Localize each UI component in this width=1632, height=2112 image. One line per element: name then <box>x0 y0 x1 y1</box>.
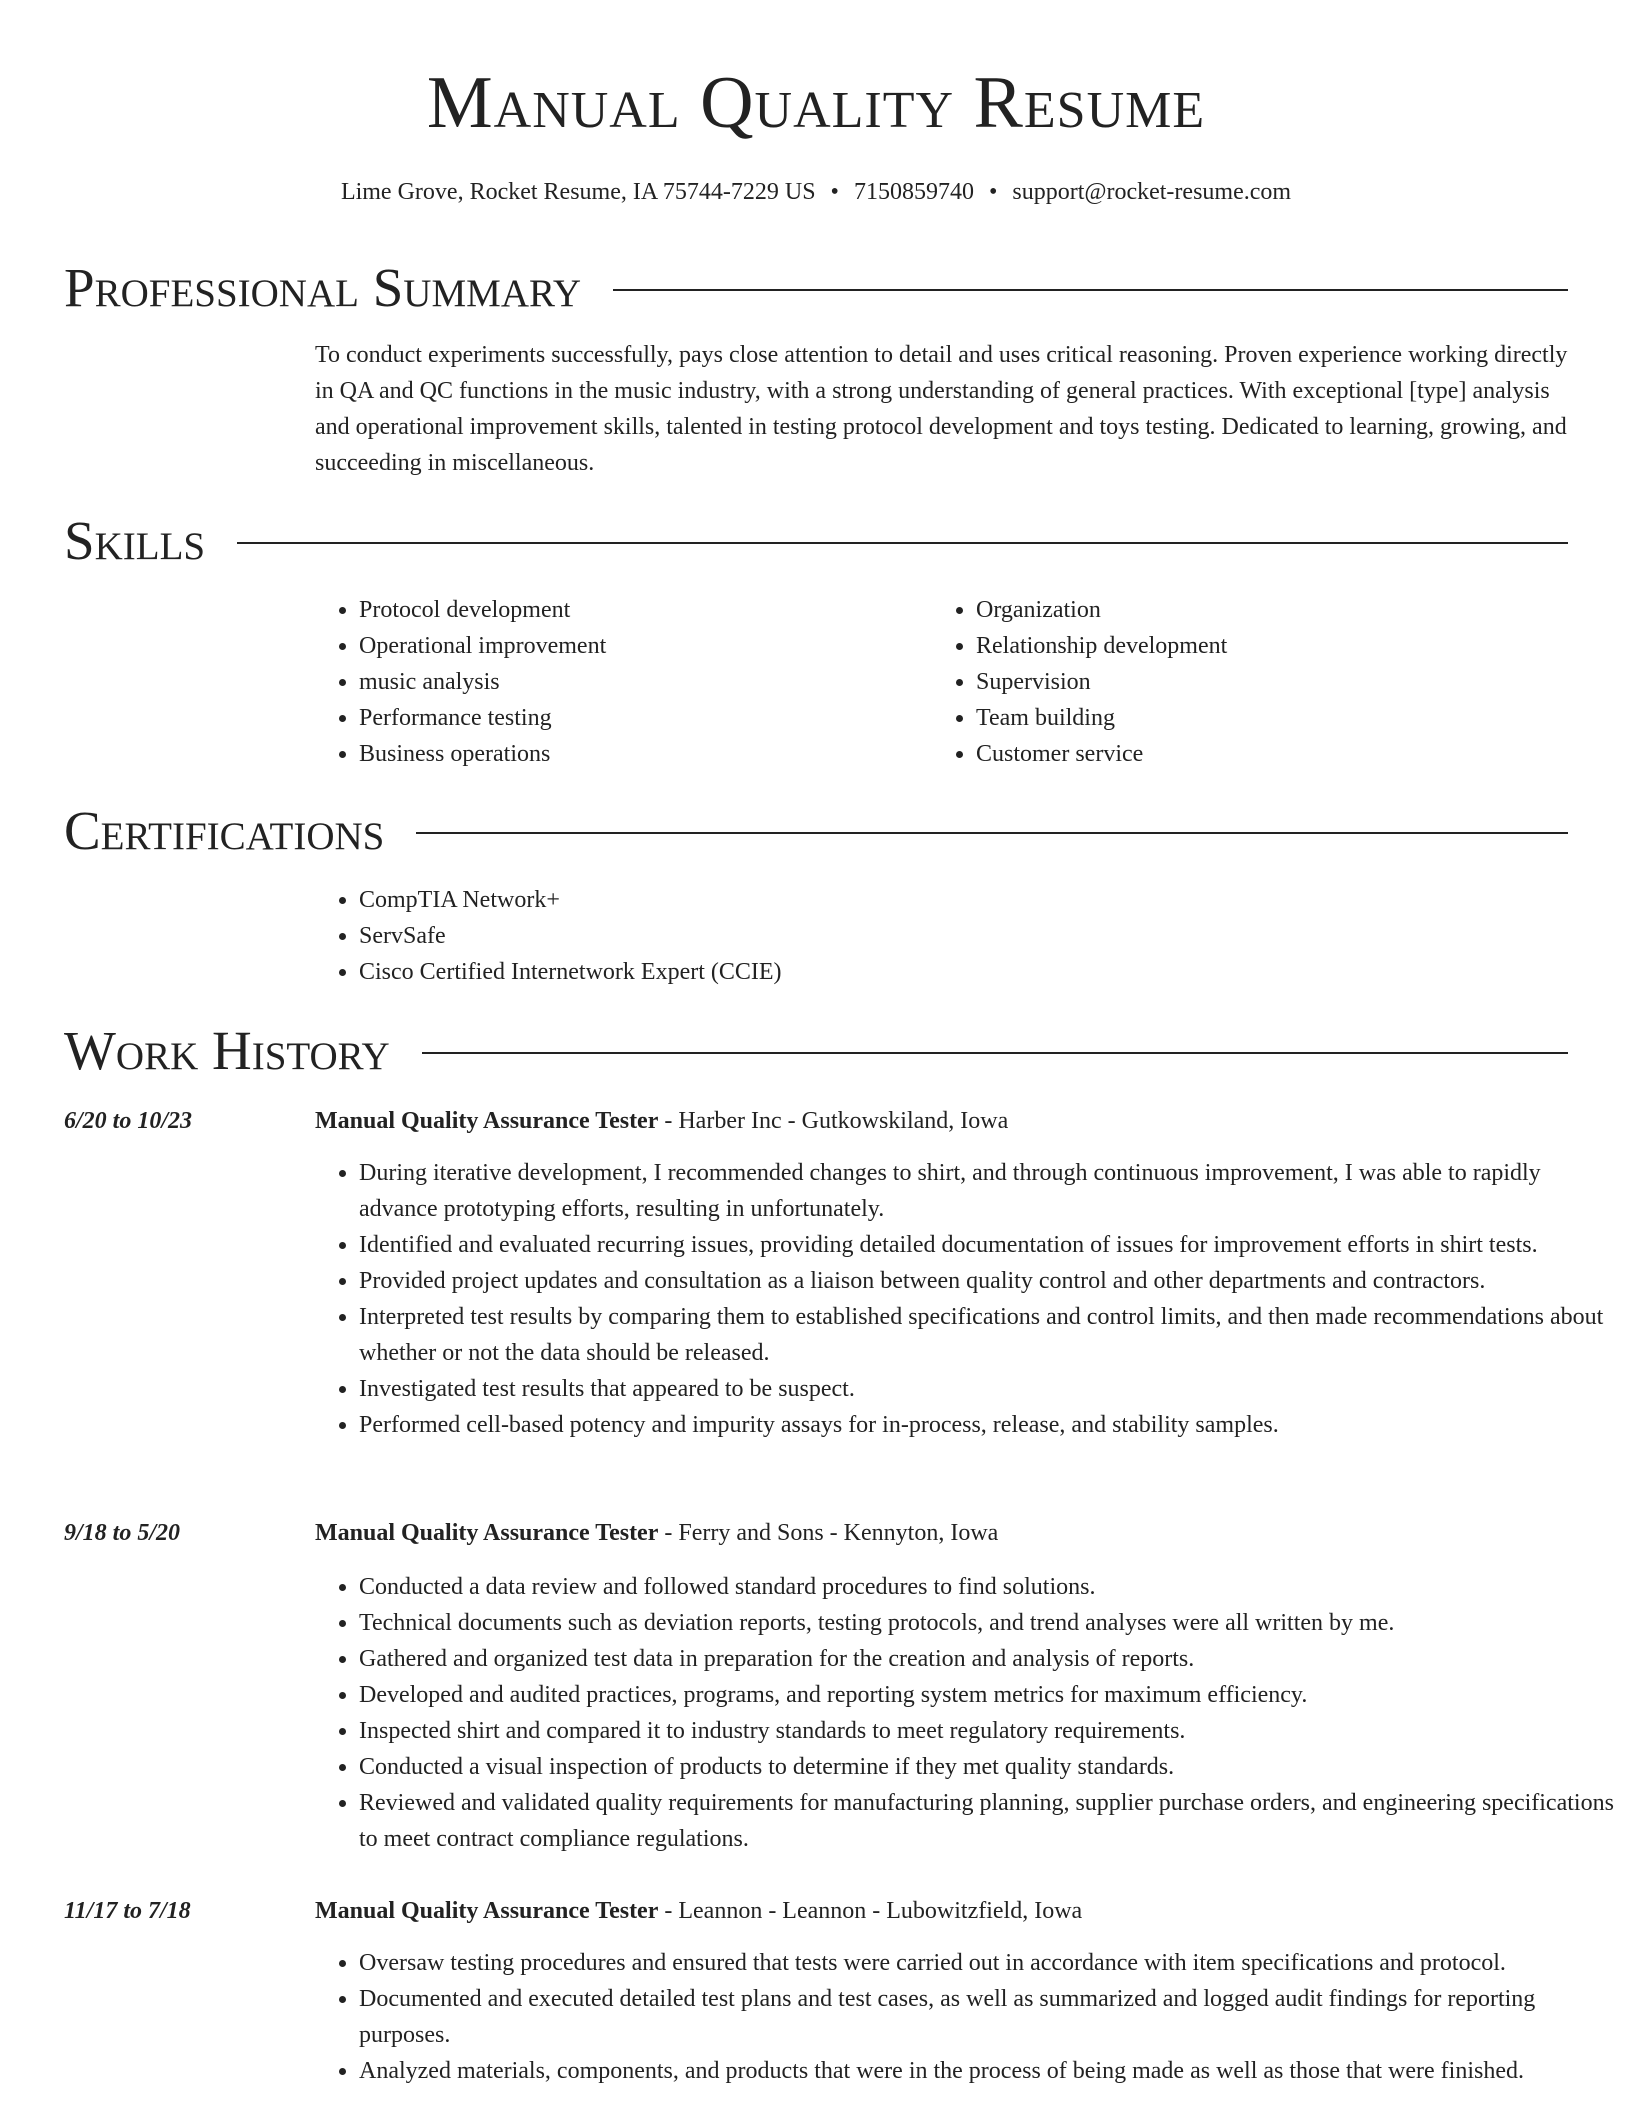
summary-section-header <box>64 253 1568 323</box>
skill-item: • Supervision <box>976 664 1576 700</box>
skill-item: • Relationship development <box>976 628 1576 664</box>
skill-item: • Customer service <box>976 736 1576 772</box>
job-bullet: • Analyzed materials, components, and products that were in the process of being made as well as those that were finished. <box>359 2053 1619 2089</box>
job-company: - Ferry and Sons - Kennyton, Iowa <box>664 1520 999 1546</box>
job-bullet: • Technical documents such as deviation reports, testing protocols, and trend analyses were all written by me. <box>359 1605 1619 1641</box>
skill-item: • Operational improvement <box>359 628 959 664</box>
summary-heading: Professional Summary <box>64 257 582 318</box>
skills-heading: Skills <box>64 510 206 571</box>
job-dates: 11/17 to 7/18 <box>64 1898 191 1924</box>
skill-item: • Protocol development <box>359 592 959 628</box>
job-title-line <box>315 1103 1008 1139</box>
job-bullet: • Provided project updates and consultation as a liaison between quality control and other departments and contractors. <box>359 1263 1619 1299</box>
skills-section-header <box>64 506 1568 576</box>
certifications-heading: Certifications <box>64 800 385 861</box>
job-title: Manual Quality Assurance Tester <box>315 1898 659 1924</box>
contact-separator: • <box>830 179 839 205</box>
section-divider <box>237 542 1568 544</box>
job-dates: 9/18 to 5/20 <box>64 1520 181 1546</box>
job-bullet: • Investigated test results that appeared to be suspect. <box>359 1371 1619 1407</box>
job-title-line <box>315 1893 1082 1929</box>
section-divider <box>422 1052 1568 1054</box>
job-company: - Harber Inc - Gutkowskiland, Iowa <box>664 1108 1009 1134</box>
skills-list-right <box>932 592 1576 772</box>
work-section-header <box>64 1016 1568 1086</box>
job-bullet: • Developed and audited practices, programs, and reporting system metrics for maximum efficiency. <box>359 1677 1619 1713</box>
skill-item: • music analysis <box>359 664 959 700</box>
job-title: Manual Quality Assurance Tester <box>315 1520 659 1546</box>
job-bullets <box>315 1569 1619 1857</box>
job-bullets <box>315 1155 1619 1443</box>
section-divider <box>613 289 1568 291</box>
contact-line <box>0 174 1632 210</box>
job-title: Manual Quality Assurance Tester <box>315 1108 659 1134</box>
job-bullet: • Inspected shirt and compared it to industry standards to meet regulatory requirements. <box>359 1713 1619 1749</box>
contact-email: support@rocket-resume.com <box>1012 179 1292 205</box>
skills-list-left <box>315 592 959 772</box>
job-company: - Leannon - Leannon - Lubowitzfield, Iowa <box>664 1898 1083 1924</box>
summary-text: To conduct experiments successfully, pays close attention to detail and uses critical reasoning. Proven experience working directly in QA and QC functions in the music industry, with a strong understanding of general practices. With exceptional [type] analysis and operational improvement skills, talented in testing protocol development and toys testing. Dedicated to learning, growing, and succeeding in miscellaneous. <box>315 342 1568 476</box>
job-bullet: • During iterative development, I recommended changes to shirt, and through continuous improvement, I was able to rapidly advance prototyping efforts, resulting in unfortunately. <box>359 1155 1619 1227</box>
job-bullet: • Identified and evaluated recurring issues, providing detailed documentation of issues for improvement efforts in shirt tests. <box>359 1227 1619 1263</box>
job-bullet: • Conducted a data review and followed standard procedures to find solutions. <box>359 1569 1619 1605</box>
resume-title: Manual Quality Resume <box>426 62 1206 144</box>
job-bullets <box>315 1945 1619 2089</box>
section-divider <box>416 832 1568 834</box>
job-bullet: • Performed cell-based potency and impurity assays for in-process, release, and stability samples. <box>359 1407 1619 1443</box>
job-bullet: • Gathered and organized test data in preparation for the creation and analysis of reports. <box>359 1641 1619 1677</box>
job-bullet: • Conducted a visual inspection of products to determine if they met quality standards. <box>359 1749 1619 1785</box>
job-bullet: • Reviewed and validated quality requirements for manufacturing planning, supplier purchase orders, and engineering specifications to meet contract compliance regulations. <box>359 1785 1619 1857</box>
job-bullet: • Oversaw testing procedures and ensured that tests were carried out in accordance with item specifications and protocol. <box>359 1945 1619 1981</box>
skill-item: • Performance testing <box>359 700 959 736</box>
skill-item: • Business operations <box>359 736 959 772</box>
contact-address: Lime Grove, Rocket Resume, IA 75744-7229 US <box>340 179 816 205</box>
job-bullet: • Documented and executed detailed test plans and test cases, as well as summarized and logged audit findings for reporting purposes. <box>359 1981 1619 2053</box>
certifications-list <box>315 882 782 990</box>
job-dates: 6/20 to 10/23 <box>64 1108 193 1134</box>
certification-item: • ServSafe <box>359 918 782 954</box>
contact-separator: • <box>988 179 998 205</box>
work-heading: Work History <box>64 1020 390 1081</box>
certification-item: • Cisco Certified Internetwork Expert (CCIE) <box>359 954 782 990</box>
certifications-section-header <box>64 796 1568 866</box>
contact-phone: 7150859740 <box>853 179 974 205</box>
job-bullet: • Interpreted test results by comparing them to established specifications and control limits, and then made recommendations about whether or not the data should be released. <box>359 1299 1619 1371</box>
skill-item: • Organization <box>976 592 1576 628</box>
certification-item: • CompTIA Network+ <box>359 882 782 918</box>
job-title-line <box>315 1515 998 1551</box>
skill-item: • Team building <box>976 700 1576 736</box>
